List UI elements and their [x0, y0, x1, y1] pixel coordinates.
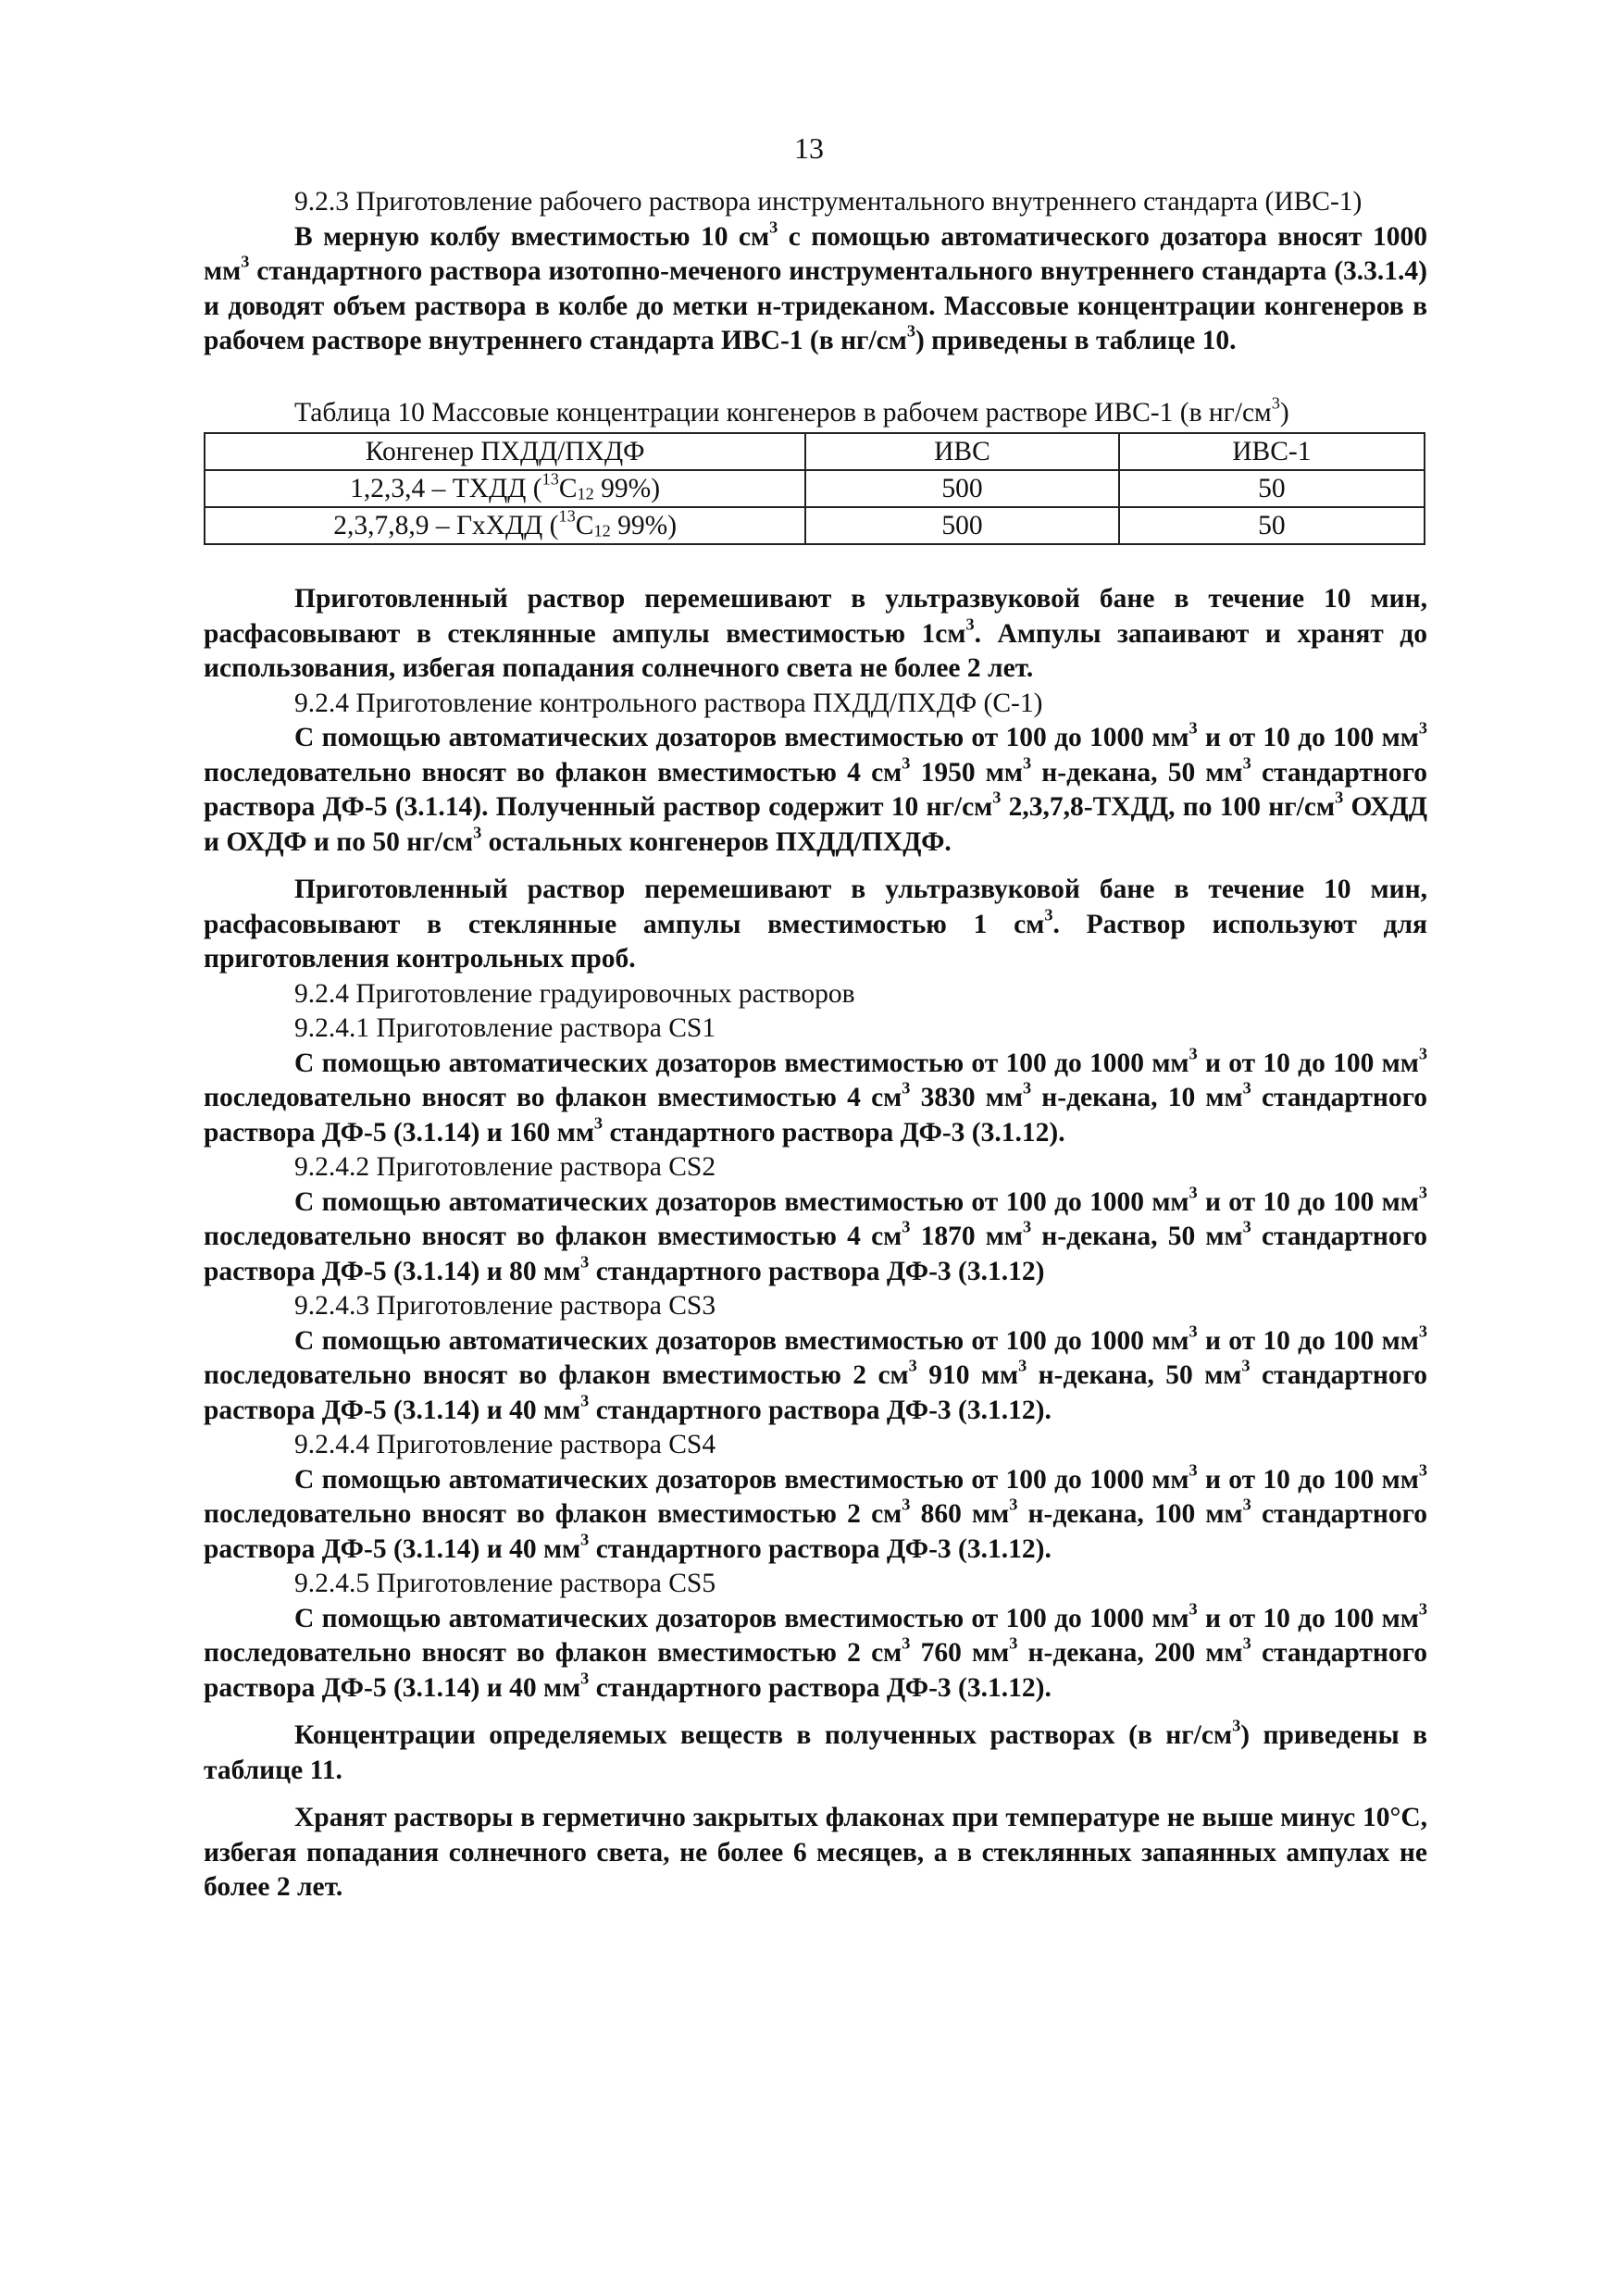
concentrations-paragraph: Концентрации определяемых веществ в полученных растворах (в $нг/см^3$) приведены в таблице 11. [204, 1716, 1428, 1785]
after-table-paragraph: Приготовленный раствор перемешивают в ультразвуковой бане в течение 10 мин, расфасовывают в стеклянные ампулы вместимостью $1см^3$. Ампулы запаивают и хранят до использования, избегая попадания солнечного света не более 2 лет. [204, 584, 1427, 683]
section-923-paragraph: В мерную колбу вместимостью 10 $см^3$ с помощью автоматического дозатора вносят 1000 $мм^3$ стандартного раствора изотопно-меченого инструментального внутреннего стандарта (3.3.1.4) и доводят объем раствора в колбе до метки н-тридеканом. Массовые концентрации конгенеров в рабочем растворе внутреннего стандарта ИВС-1 (в $нг/см^3$) приведены в таблице 10. [204, 217, 1427, 355]
grad-items [204, 1011, 1427, 1706]
table-cell-ivs1: 50 [1119, 470, 1425, 507]
grad-item-heading: 9.2.4.2 Приготовление раствора CS2 [294, 1152, 716, 1182]
page-content [204, 185, 1427, 1905]
grad-item-paragraph: С помощью автоматических дозаторов вместимостью от 100 до 1000 $мм^3$ и от 10 до 100 $мм^3$ последовательно вносят во флакон вместимостью 2 $см^3$ 860 $мм^3$ н-декана, 100 $мм^3$ стандартного раствора ДФ-5 (3.1.14) и 40 $мм^3$ стандартного раствора ДФ-3 (3.1.12). [204, 1459, 1427, 1564]
table-cell-ivs1: 50 [1119, 507, 1425, 544]
grad-item-paragraph: С помощью автоматических дозаторов вместимостью от 100 до 1000 $мм^3$ и от 10 до 100 $мм^3$ последовательно вносят во флакон вместимостью 2 $см^3$ 910 $мм^3$ н-декана, 50 $мм^3$ стандартного раствора ДФ-5 (3.1.14) и 40 $мм^3$ стандартного раствора ДФ-3 (3.1.12). [204, 1321, 1427, 1425]
table-10-caption: Таблица 10 Массовые концентрации конгенеров в рабочем растворе ИВС-1 (в $нг/см^3$) [294, 392, 1289, 428]
grad-item-paragraph: С помощью автоматических дозаторов вместимостью от 100 до 1000 $мм^3$ и от 10 до 100 $мм^3$ последовательно вносят во флакон вместимостью 4 $см^3$ 3830 $мм^3$ н-декана, 10 $мм^3$ стандартного раствора ДФ-5 (3.1.14) и 160 $мм^3$ стандартного раствора ДФ-3 (3.1.12). [204, 1043, 1427, 1148]
table-header-congener: Конгенер ПХДД/ПХДФ [205, 433, 805, 470]
grad-item-paragraph: С помощью автоматических дозаторов вместимостью от 100 до 1000 $мм^3$ и от 10 до 100 $мм^3$ последовательно вносят во флакон вместимостью 2 $см^3$ 760 $мм^3$ н-декана, 200 $мм^3$ стандартного раствора ДФ-5 (3.1.14) и 40 $мм^3$ стандартного раствора ДФ-3 (3.1.12). [204, 1598, 1427, 1703]
grad-item-heading: 9.2.4.5 Приготовление раствора CS5 [294, 1569, 716, 1598]
table-cell-congener: 1,2,3,4 – ТХДД ($^{13}C_{12}$ 99%) [205, 470, 805, 507]
grad-item-heading: 9.2.4.3 Приготовление раствора CS3 [294, 1291, 716, 1321]
table-header-ivs1: ИВС-1 [1119, 433, 1425, 470]
table-header-row [205, 433, 1425, 470]
table-row [205, 507, 1425, 544]
section-924-grad-heading: 9.2.4 Приготовление градуировочных растворов [294, 978, 855, 1009]
table-header-ivs: ИВС [805, 433, 1118, 470]
grad-item-heading: 9.2.4.1 Приготовление раствора CS1 [294, 1013, 716, 1043]
table-10 [204, 432, 1425, 545]
page-number: 13 [794, 131, 824, 165]
grad-item-heading: 9.2.4.4 Приготовление раствора CS4 [294, 1430, 716, 1459]
grad-item-paragraph: С помощью автоматических дозаторов вместимостью от 100 до 1000 $мм^3$ и от 10 до 100 $мм^3$ последовательно вносят во флакон вместимостью 4 $см^3$ 1870 $мм^3$ н-декана, 50 $мм^3$ стандартного раствора ДФ-5 (3.1.14) и 80 $мм^3$ стандартного раствора ДФ-3 (3.1.12) [204, 1182, 1427, 1286]
table-cell-congener: 2,3,7,8,9 – ГхХДД ($^{13}C_{12}$ 99%) [205, 507, 805, 544]
section-923-heading: 9.2.3 Приготовление рабочего раствора инструментального внутреннего стандарта (ИВС-1) [294, 187, 1363, 217]
section-924-control-paragraph-2: Приготовленный раствор перемешивают в ультразвуковой бане в течение 10 мин, расфасовывают в стеклянные ампулы вместимостью 1 $см^3$. Раствор используют для приготовления контрольных проб. [204, 875, 1427, 974]
table-cell-ivs: 500 [805, 470, 1118, 507]
section-924-control-paragraph: С помощью автоматических дозаторов вместимостью от 100 до 1000 $мм^3$ и от 10 до 100 $мм^3$ последовательно вносят во флакон вместимостью 4 $см^3$ 1950 $мм^3$ н-декана, 50 $мм^3$ стандартного раствора ДФ-5 (3.1.14). Полученный раствор содержит 10 $нг/см^3$ 2,3,7,8-ТХДД, по 100 $нг/см^3$ ОХДД и ОХДФ и по 50 $нг/см^3$ остальных конгенеров ПХДД/ПХДФ. [204, 718, 1428, 857]
storage-paragraph: Хранят растворы в герметично закрытых флаконах при температуре не выше минус 10°С, избегая попадания солнечного света, не более 6 месяцев, а в стеклянных запаянных ампулах не более 2 лет. [204, 1803, 1427, 1902]
section-924-control-heading: 9.2.4 Приготовление контрольного раствора ПХДД/ПХДФ (С-1) [294, 688, 1043, 718]
table-row [205, 470, 1425, 507]
table-cell-ivs: 500 [805, 507, 1118, 544]
